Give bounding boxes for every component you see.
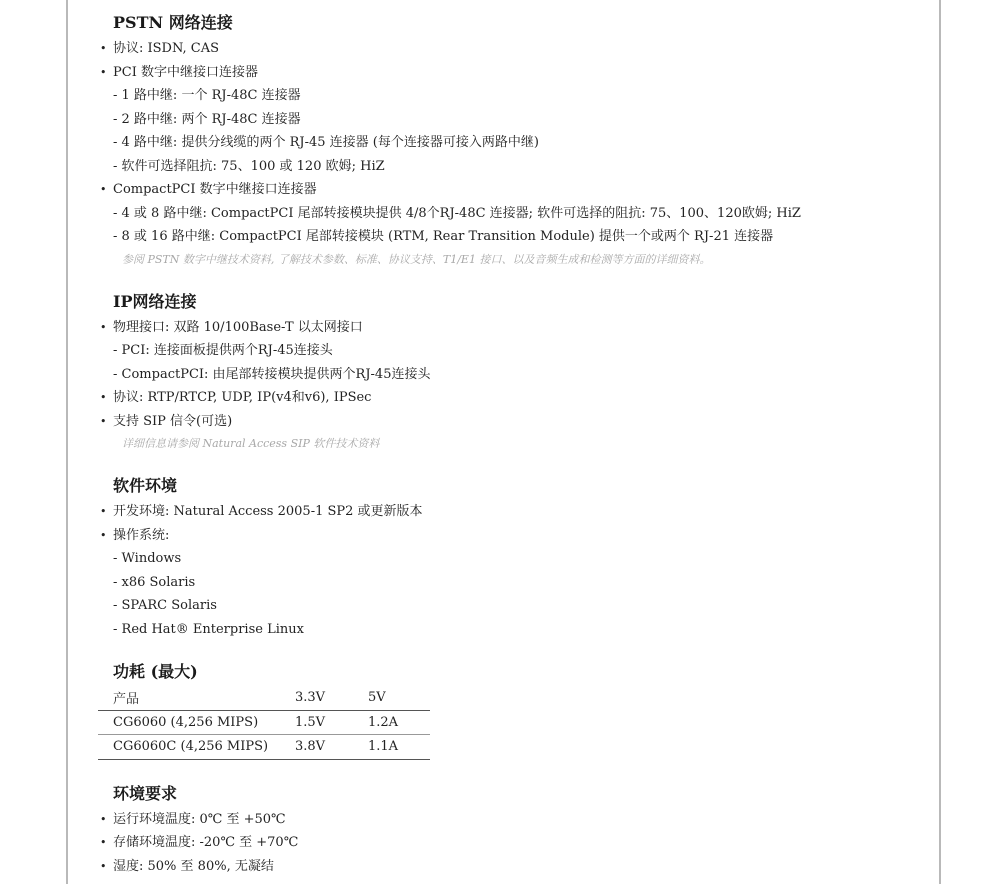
list-item: • 运行环境温度: 0℃ 至 +50℃ — [98, 808, 934, 832]
sub-list-item: - PCI: 连接面板提供两个RJ-45连接头 — [113, 343, 333, 358]
sub-list-item: - 4 或 8 路中继: CompactPCI 尾部转接模块提供 4/8个RJ-48C 连接器; 软件可选择的阻抗: 75、100、120欧姆; HiZ — [113, 205, 801, 221]
section-title-software: 软件环境 — [113, 476, 178, 495]
sub-list-item: - SPARC Solaris — [113, 598, 217, 613]
table-cell: CG6060 (4,256 MIPS) — [98, 710, 295, 735]
table-cell: 1.2A — [368, 710, 430, 735]
spec-document — [98, 9, 934, 878]
sub-list-item: - 1 路中继: 一个 RJ-48C 连接器 — [113, 88, 301, 103]
section-title-power: 功耗 (最大) — [113, 662, 198, 681]
table-header-cell: 3.3V — [295, 686, 368, 710]
section-note-ip: 详细信息请参阅 Natural Access SIP 软件技术资料 — [122, 437, 380, 450]
sub-list-item: - Windows — [113, 551, 182, 566]
section-title-pstn: PSTN 网络连接 — [113, 13, 233, 32]
section-note-pstn: 参阅 PSTN 数字中继技术资料, 了解技术参数、标准、协议支持、T1/E1 接口、以及音频生成和检测等方面的详细资料。 — [122, 252, 711, 266]
table-cell: 1.5V — [295, 710, 368, 735]
left-page-rule — [66, 0, 68, 884]
section-title-environment: 环境要求 — [113, 783, 178, 803]
table-cell: 3.8V — [295, 735, 368, 760]
sub-list-item: - 4 路中继: 提供分线缆的两个 RJ-45 连接器 (每个连接器可接入两路中继) — [113, 135, 539, 150]
sub-list-item: - CompactPCI: 由尾部转接模块提供两个RJ-45连接头 — [113, 366, 431, 382]
table-header-row — [98, 686, 430, 710]
table-row — [98, 735, 430, 760]
power-table — [98, 686, 430, 760]
sub-list-item: - 2 路中继: 两个 RJ-48C 连接器 — [113, 111, 301, 127]
table-header-cell: 5V — [368, 686, 430, 710]
right-page-rule — [939, 0, 941, 884]
list-item: • CompactPCI 数字中继接口连接器 — [98, 178, 934, 202]
sub-list-item: - 8 或 16 路中继: CompactPCI 尾部转接模块 (RTM, Rear Transition Module) 提供一个或两个 RJ-21 连接器 — [113, 229, 774, 244]
sub-list-item: - 软件可选择阻抗: 75、100 或 120 欧姆; HiZ — [113, 158, 385, 174]
list-item: • PCI 数字中继接口连接器 — [98, 61, 934, 85]
section-title-ip: IP网络连接 — [113, 291, 197, 311]
list-item: • 开发环境: Natural Access 2005-1 SP2 或更新版本 — [98, 500, 934, 524]
table-cell: CG6060C (4,256 MIPS) — [98, 735, 295, 760]
table-row — [98, 710, 430, 735]
list-item: • 物理接口: 双路 10/100Base-T 以太网接口 — [98, 316, 934, 340]
list-item: • 存储环境温度: -20℃ 至 +70℃ — [98, 831, 934, 855]
list-item: • 操作系统: — [98, 524, 934, 548]
table-cell: 1.1A — [368, 735, 430, 760]
table-header-cell: 产品 — [98, 686, 295, 710]
sub-list-item: - x86 Solaris — [113, 574, 196, 590]
sub-list-item: - Red Hat® Enterprise Linux — [113, 621, 304, 637]
list-item: • 协议: RTP/RTCP, UDP, IP(v4和v6), IPSec — [98, 386, 934, 410]
list-item: • 协议: ISDN, CAS — [98, 37, 934, 61]
list-item: • 支持 SIP 信令(可选) — [98, 410, 934, 434]
list-item: • 湿度: 50% 至 80%, 无凝结 — [98, 855, 934, 879]
